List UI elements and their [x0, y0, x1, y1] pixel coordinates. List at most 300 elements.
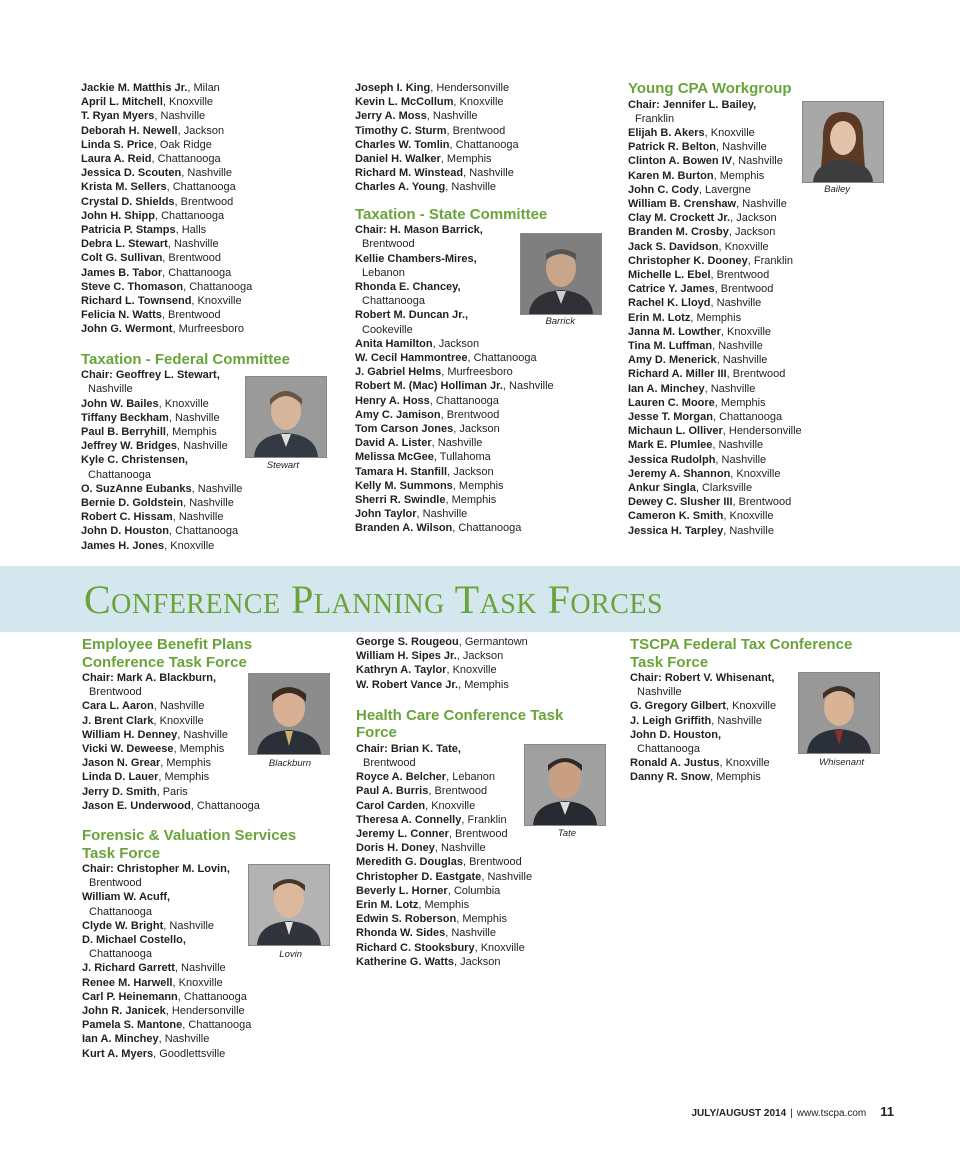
member-name: Renee M. Harwell — [82, 976, 173, 989]
member-entry: Kathryn A. Taylor, Knoxville — [356, 664, 497, 677]
member-name: William W. Acuff, — [82, 891, 171, 904]
portrait-image — [799, 673, 879, 753]
member-entry: Kelly M. Summons, Memphis — [355, 479, 504, 492]
city: Nashville — [183, 440, 228, 453]
member-name: Pamela S. Mantone — [82, 1019, 183, 1032]
member-name: David A. Lister — [355, 437, 432, 450]
member-name: J. Leigh Griffith — [630, 714, 712, 727]
member-name: Royce A. Belcher — [356, 771, 447, 784]
city: Nashville — [422, 508, 468, 521]
member-name: Beverly L. Horner — [356, 884, 448, 897]
member-entry: Ian A. Minchey, Nashville — [82, 1033, 210, 1046]
city: Memphis — [719, 169, 765, 182]
portrait-image — [246, 377, 326, 457]
city: Chattanooga — [183, 990, 247, 1003]
member-name: John Taylor — [355, 508, 417, 521]
section-title-line-2: Task Force — [630, 653, 709, 671]
banner-title: Conference Planning Task Forces — [84, 577, 664, 622]
city: Nashville — [721, 453, 767, 466]
member-name: Kelly M. Summons — [355, 479, 453, 492]
city: Chattanooga — [175, 525, 239, 538]
section-title-line-1: Health Care Conference Task — [356, 706, 564, 724]
member-entry: Amy C. Jamison, Brentwood — [355, 408, 500, 421]
photo-blackburn — [248, 673, 330, 755]
city: Knoxville — [729, 510, 774, 523]
member-entry: J. Gabriel Helms, Murfreesboro — [355, 366, 513, 379]
member-entry: Charles A. Young, Nashville — [355, 181, 497, 194]
city: Chattanooga — [362, 295, 425, 308]
city: Knoxville — [710, 126, 755, 139]
footer-separator: | — [790, 1108, 793, 1119]
member-entry: Beverly L. Horner, Columbia — [356, 884, 501, 897]
city: Franklin — [753, 254, 794, 267]
member-entry: J. Brent Clark, Knoxville — [82, 714, 204, 727]
city: Nashville — [437, 437, 483, 450]
member-name: Jessica H. Tarpley — [628, 524, 724, 537]
member-name: Ian A. Minchey — [82, 1033, 159, 1046]
city: Nashville — [451, 927, 496, 940]
member-entry: Jason E. Underwood, Chattanooga — [82, 799, 260, 812]
member-entry: Clyde W. Bright, Nashville — [82, 919, 215, 932]
member-name: Jesse T. Morgan — [628, 410, 713, 423]
member-name: Amy D. Menerick — [628, 354, 717, 367]
member-name: Clinton A. Bowen IV — [628, 155, 733, 168]
member-name: Branden A. Wilson — [355, 522, 453, 535]
member-entry: Sherri R. Swindle, Memphis — [355, 493, 497, 506]
member-entry: Pamela S. Mantone, Chattanooga — [82, 1019, 252, 1032]
portrait-image — [525, 745, 605, 825]
member-name: Melissa McGee — [355, 451, 434, 464]
member-entry: James H. Jones, Knoxville — [81, 539, 215, 552]
member-entry: O. SuzAnne Eubanks, Nashville — [81, 482, 243, 495]
member-name: George S. Rougeou — [356, 636, 459, 648]
city: Knoxville — [431, 799, 476, 812]
member-name: Carol Carden — [356, 799, 426, 812]
member-name: Janna M. Lowther — [628, 325, 721, 338]
city: Jackson — [453, 465, 494, 478]
member-entry: Jason N. Grear, Memphis — [82, 757, 212, 770]
member-name: Amy C. Jamison — [355, 408, 441, 421]
member-name: G. Gregory Gilbert — [630, 700, 726, 713]
member-name: Clay M. Crockett Jr. — [628, 212, 731, 225]
city: Memphis — [720, 396, 766, 409]
member-entry: Jeffrey W. Bridges, Nashville — [81, 440, 228, 453]
member-entry: John R. Janicek, Hendersonville — [82, 1005, 245, 1018]
city: Murfreesboro — [178, 323, 245, 336]
member-name: Krista M. Sellers — [81, 181, 167, 194]
city: Knoxville — [459, 96, 504, 109]
member-name: Christopher K. Dooney — [628, 254, 748, 267]
member-name: Crystal D. Shields — [81, 195, 175, 208]
city: Nashville — [718, 439, 764, 452]
member-name: Patricia P. Stamps — [81, 224, 176, 237]
member-name: Jeffrey W. Bridges — [81, 440, 177, 453]
member-entry: Robert M. (Mac) Holliman Jr., Nashville — [355, 380, 554, 393]
member-name: Clyde W. Bright — [82, 919, 164, 932]
city: Brentwood — [89, 877, 142, 890]
member-entry: Jessica H. Tarpley, Nashville — [628, 524, 774, 537]
member-name: Vicki W. Deweese — [82, 743, 174, 756]
member-name: Jason E. Underwood — [82, 799, 191, 812]
city: Nashville — [181, 962, 226, 975]
city: Hendersonville — [171, 1005, 245, 1018]
city: Murfreesboro — [447, 366, 513, 379]
member-name: Jessica D. Scouten — [81, 167, 182, 180]
website-link[interactable]: www.tscpa.com — [796, 1108, 867, 1119]
member-name: Henry A. Hoss — [355, 394, 430, 407]
city: Germantown — [464, 636, 528, 648]
city: Nashville — [88, 383, 133, 396]
city: Memphis — [464, 678, 509, 691]
member-name: Richard C. Stooksbury — [356, 941, 475, 954]
city: Brentwood — [738, 496, 792, 509]
city: Nashville — [722, 141, 767, 154]
photo-lovin — [248, 864, 330, 946]
federal-tax-conference-task-force — [630, 636, 930, 785]
section-title-line-2: Task Force — [82, 844, 161, 862]
city: Jackson — [462, 650, 504, 663]
city: Nashville — [178, 511, 224, 524]
member-entry: Renee M. Harwell, Knoxville — [82, 976, 223, 989]
member-entry: Christopher D. Eastgate, Nashville — [356, 870, 533, 883]
member-name: Tamara H. Stanfill — [355, 465, 448, 478]
member-entry: Jessica D. Scouten, Nashville — [81, 167, 233, 180]
member-name: Robert C. Hissam — [81, 511, 173, 524]
member-name: Elijah B. Akers — [628, 126, 705, 139]
member-entry: Kurt A. Myers, Goodlettsville — [82, 1047, 226, 1060]
city: Chattanooga — [89, 948, 152, 961]
city: Knoxville — [159, 714, 204, 727]
portrait-image — [249, 865, 329, 945]
member-name: Jason N. Grear — [82, 757, 161, 770]
member-name: John W. Bailes — [81, 397, 159, 410]
member-entry — [630, 728, 930, 742]
member-entry: Daniel H. Walker, Memphis — [355, 153, 492, 166]
member-entry: W. Cecil Hammontree, Chattanooga — [355, 351, 537, 364]
member-name: John H. Shipp — [81, 209, 155, 222]
section-title-line-2: Conference Task Force — [82, 653, 247, 671]
member-entry: Cara L. Aaron, Nashville — [82, 700, 205, 713]
photo-caption-tate: Tate — [557, 828, 576, 839]
member-entry: Jessica Rudolph, Nashville — [628, 453, 767, 466]
member-entry: Joseph I. King, Hendersonville — [355, 82, 510, 94]
city: Cookeville — [362, 323, 413, 336]
city: Franklin — [467, 813, 507, 826]
member-entry: Danny R. Snow, Memphis — [630, 771, 761, 784]
member-entry: J. Richard Garrett, Nashville — [82, 962, 226, 975]
city: Nashville — [742, 197, 787, 210]
issue-date: JULY/AUGUST 2014 — [691, 1108, 787, 1119]
column-1-top — [81, 81, 341, 553]
member-entry: Mark E. Plumlee, Nashville — [628, 439, 764, 452]
city: Nashville — [716, 297, 762, 310]
member-name: Ian A. Minchey — [628, 382, 705, 395]
city: Clarksville — [701, 481, 753, 494]
member-entry: Jack S. Davidson, Knoxville — [628, 240, 769, 253]
member-name: Kurt A. Myers — [82, 1047, 154, 1060]
photo-bailey — [802, 101, 884, 183]
member-name: Karen M. Burton — [628, 169, 714, 182]
member-entry: Robert C. Hissam, Nashville — [81, 511, 224, 524]
city: Chattanooga — [168, 266, 232, 279]
section-title-line-2: Force — [356, 724, 397, 742]
section-title: Young CPA Workgroup — [628, 80, 792, 97]
member-name: W. Cecil Hammontree — [355, 351, 468, 364]
city: Hendersonville — [728, 425, 802, 438]
city: Memphis — [164, 771, 210, 784]
member-entry: Crystal D. Shields, Brentwood — [81, 195, 234, 208]
member-name: Tina M. Luffman — [628, 339, 713, 352]
member-entry: John D. Houston, Chattanooga — [81, 525, 239, 538]
member-entry: Carol Carden, Knoxville — [356, 799, 476, 812]
city: Knoxville — [452, 664, 497, 677]
photo-caption-whisenant: Whisenant — [819, 757, 864, 768]
member-name: Steve C. Thomason — [81, 280, 184, 293]
member-entry: Richard C. Stooksbury, Knoxville — [356, 941, 525, 954]
city: Memphis — [458, 479, 504, 492]
member-entry: G. Gregory Gilbert, Knoxville — [630, 700, 777, 713]
city: Jackson — [438, 337, 480, 350]
member-name: Ronald A. Justus — [630, 757, 720, 770]
member-name: J. Gabriel Helms — [355, 366, 442, 379]
photo-caption-barrick: Barrick — [545, 316, 575, 327]
member-entry: Doris H. Doney, Nashville — [356, 842, 486, 855]
member-name: Felicia N. Watts — [81, 309, 162, 322]
member-entry: Ankur Singla, Clarksville — [628, 481, 753, 494]
city: Memphis — [179, 743, 225, 756]
city: Chattanooga — [161, 209, 225, 222]
member-entry: Linda D. Lauer, Memphis — [82, 771, 210, 784]
member-entry: Jerry A. Moss, Nashville — [355, 110, 478, 123]
member-entry: Linda S. Price, Oak Ridge — [81, 138, 212, 151]
member-entry: Janna M. Lowther, Knoxville — [628, 325, 772, 338]
member-entry: Charles W. Tomlin, Chattanooga — [355, 138, 519, 151]
member-name: Jerry A. Moss — [355, 110, 427, 123]
city: Nashville — [710, 382, 756, 395]
city: Memphis — [172, 425, 217, 438]
member-name: Sherri R. Swindle — [355, 493, 446, 506]
member-entry: William B. Crenshaw, Nashville — [628, 197, 787, 210]
member-entry: John C. Cody, Lavergne — [628, 183, 751, 196]
member-entry: Rachel K. Lloyd, Nashville — [628, 297, 762, 310]
member-name: W. Robert Vance Jr. — [356, 678, 459, 691]
city: Nashville — [722, 354, 768, 367]
member-name: J. Brent Clark — [82, 714, 154, 727]
member-entry: John W. Bailes, Knoxville — [81, 397, 209, 410]
member-name: April L. Mitchell — [81, 96, 163, 109]
member-name: Bernie D. Goldstein — [81, 496, 184, 509]
member-name: John G. Wermont — [81, 323, 173, 336]
member-name: William B. Crenshaw — [628, 197, 737, 210]
city: Knoxville — [732, 700, 777, 713]
city: Chattanooga — [188, 1019, 252, 1032]
city: Jackson — [183, 124, 225, 137]
member-name: Paul A. Burris — [356, 785, 429, 798]
city: Nashville — [164, 1033, 210, 1046]
city: Nashville — [487, 870, 533, 883]
city: Nashville — [189, 496, 234, 509]
city: Lavergne — [705, 183, 751, 196]
member-entry: Ronald A. Justus, Knoxville — [630, 757, 770, 770]
member-name: Joseph I. King — [355, 82, 431, 94]
city: Knoxville — [725, 757, 770, 770]
section-title: Taxation - State Committee — [355, 205, 548, 223]
member-entry: T. Ryan Myers, Nashville — [81, 110, 206, 123]
member-name: Dewey C. Slusher III — [628, 496, 733, 509]
member-name: Jack S. Davidson — [628, 240, 719, 253]
member-entry: John G. Wermont, Murfreesboro — [81, 323, 245, 336]
portrait-image — [803, 102, 883, 182]
member-list — [355, 81, 615, 195]
member-city-line — [630, 742, 930, 756]
member-entry: Elijah B. Akers, Knoxville — [628, 126, 755, 139]
member-entry: Tiffany Beckham, Nashville — [81, 411, 220, 424]
photo-caption-lovin: Lovin — [279, 949, 302, 960]
city: Brentwood — [716, 268, 770, 281]
city: Memphis — [696, 311, 742, 324]
member-entry: Melissa McGee, Tullahoma — [355, 451, 491, 464]
city: Nashville — [451, 181, 497, 194]
member-entry: Karen M. Burton, Memphis — [628, 169, 765, 182]
member-entry: Timothy C. Sturm, Brentwood — [355, 124, 506, 137]
member-entry: William H. Denney, Nashville — [82, 728, 229, 741]
member-entry: Branden A. Wilson, Chattanooga — [355, 522, 522, 535]
member-entry: Erin M. Lotz, Memphis — [356, 899, 470, 912]
member-name: Richard A. Miller III — [628, 368, 727, 381]
member-name: Cameron K. Smith — [628, 510, 724, 523]
member-entry: Michelle L. Ebel, Brentwood — [628, 268, 770, 281]
city: Nashville — [440, 842, 486, 855]
city: Knoxville — [727, 325, 772, 338]
city: Brentwood — [455, 828, 508, 841]
chair-line — [630, 671, 930, 685]
city: Nashville — [197, 482, 243, 495]
member-name: James H. Jones — [81, 539, 165, 552]
member-entry: Anita Hamilton, Jackson — [355, 337, 480, 350]
city: Knoxville — [724, 240, 769, 253]
city: Chattanooga — [719, 410, 783, 423]
member-name: Debra L. Stewart — [81, 238, 168, 251]
member-name: Jerry D. Smith — [82, 785, 157, 798]
member-entry: Erin M. Lotz, Memphis — [628, 311, 742, 324]
member-entry: Jeremy L. Conner, Brentwood — [356, 828, 508, 841]
section-title-line-1: Employee Benefit Plans — [82, 636, 253, 653]
city: Knoxville — [164, 397, 209, 410]
city: Lebanon — [452, 771, 496, 784]
member-entry: Jerry D. Smith, Paris — [82, 785, 188, 798]
member-entry: Jesse T. Morgan, Chattanooga — [628, 410, 783, 423]
city: Nashville — [173, 238, 219, 251]
member-name: Charles W. Tomlin — [355, 138, 450, 151]
city: Memphis — [451, 493, 497, 506]
member-entry: Debra L. Stewart, Nashville — [81, 238, 219, 251]
member-entry: Tom Carson Jones, Jackson — [355, 422, 500, 435]
member-entry: Amy D. Menerick, Nashville — [628, 354, 768, 367]
member-entry: Catrice Y. James, Brentwood — [628, 283, 774, 296]
city: Memphis — [446, 153, 492, 166]
member-name: Charles A. Young — [355, 181, 446, 194]
member-name: Patrick R. Belton — [628, 141, 717, 154]
member-name: Daniel H. Walker — [355, 153, 441, 166]
portrait-image — [249, 674, 329, 754]
city: Nashville — [169, 919, 215, 932]
member-name: Michaun L. Olliver — [628, 425, 723, 438]
city: Brentwood — [168, 252, 222, 265]
city: Jackson — [459, 422, 500, 435]
member-entry: John H. Shipp, Chattanooga — [81, 209, 225, 222]
city: Nashville — [187, 167, 233, 180]
member-name: Meredith G. Douglas — [356, 856, 463, 869]
photo-barrick — [520, 233, 602, 315]
member-name: Kevin L. McCollum — [355, 96, 454, 109]
city: Tullahoma — [439, 451, 491, 464]
city: Nashville — [159, 700, 205, 713]
member-name: Jessica Rudolph — [628, 453, 716, 466]
member-name: Cara L. Aaron — [82, 700, 154, 713]
city: Nashville — [718, 339, 763, 352]
member-name: T. Ryan Myers — [81, 110, 155, 123]
member-name: James B. Tabor — [81, 266, 163, 279]
member-name: Kyle C. Christensen, — [81, 454, 188, 467]
city: Brentwood — [180, 195, 234, 208]
member-name: Theresa A. Connelly — [356, 813, 462, 826]
city: Memphis — [166, 757, 212, 770]
chair-name: Chair: Brian K. Tate, — [356, 742, 461, 755]
city: Nashville — [174, 411, 220, 424]
member-name: Erin M. Lotz — [356, 899, 419, 912]
city: Knoxville — [197, 295, 242, 308]
member-entry: Paul A. Burris, Brentwood — [356, 785, 488, 798]
member-entry: Carl P. Heinemann, Chattanooga — [82, 990, 247, 1003]
member-name: Lauren C. Moore — [628, 396, 715, 409]
member-name: Jeremy A. Shannon — [628, 467, 731, 480]
member-entry: Steve C. Thomason, Chattanooga — [81, 280, 253, 293]
city: Brentwood — [469, 856, 522, 869]
member-name: Ankur Singla — [628, 481, 696, 494]
city: Memphis — [716, 771, 761, 784]
city: Goodlettsville — [159, 1047, 226, 1060]
member-name: Carl P. Heinemann — [82, 990, 178, 1003]
member-city-line — [355, 323, 615, 337]
member-name: Richard L. Townsend — [81, 295, 192, 308]
chair-name: Chair: Geoffrey L. Stewart, — [81, 369, 220, 382]
photo-caption-stewart: Stewart — [266, 460, 299, 471]
member-name: Robert M. (Mac) Holliman Jr. — [355, 380, 503, 393]
member-name: Rhonda E. Chancey, — [355, 280, 461, 293]
member-entry: Richard M. Winstead, Nashville — [355, 167, 514, 180]
city: Chattanooga — [473, 351, 537, 364]
member-name: Laura A. Reid — [81, 153, 152, 166]
member-entry: Bernie D. Goldstein, Nashville — [81, 496, 234, 509]
member-entry: April L. Mitchell, Knoxville — [81, 96, 214, 109]
member-name: Jackie M. Matthis Jr. — [81, 82, 188, 94]
member-name: Michelle L. Ebel — [628, 268, 711, 281]
member-entry: Colt G. Sullivan, Brentwood — [81, 252, 222, 265]
member-entry: Jeremy A. Shannon, Knoxville — [628, 467, 781, 480]
city: Chattanooga — [458, 522, 522, 535]
member-name: Rachel K. Lloyd — [628, 297, 711, 310]
member-city-line — [81, 468, 341, 482]
city: Memphis — [462, 913, 507, 926]
member-entry: Lauren C. Moore, Memphis — [628, 396, 766, 409]
member-entry: Felicia N. Watts, Brentwood — [81, 309, 221, 322]
member-entry: Cameron K. Smith, Knoxville — [628, 510, 774, 523]
member-entry: Tina M. Luffman, Nashville — [628, 339, 763, 352]
page-number: 11 — [880, 1104, 894, 1119]
city: Memphis — [424, 899, 470, 912]
member-entry: Michaun L. Olliver, Hendersonville — [628, 425, 802, 438]
member-name: Christopher D. Eastgate — [356, 870, 482, 883]
